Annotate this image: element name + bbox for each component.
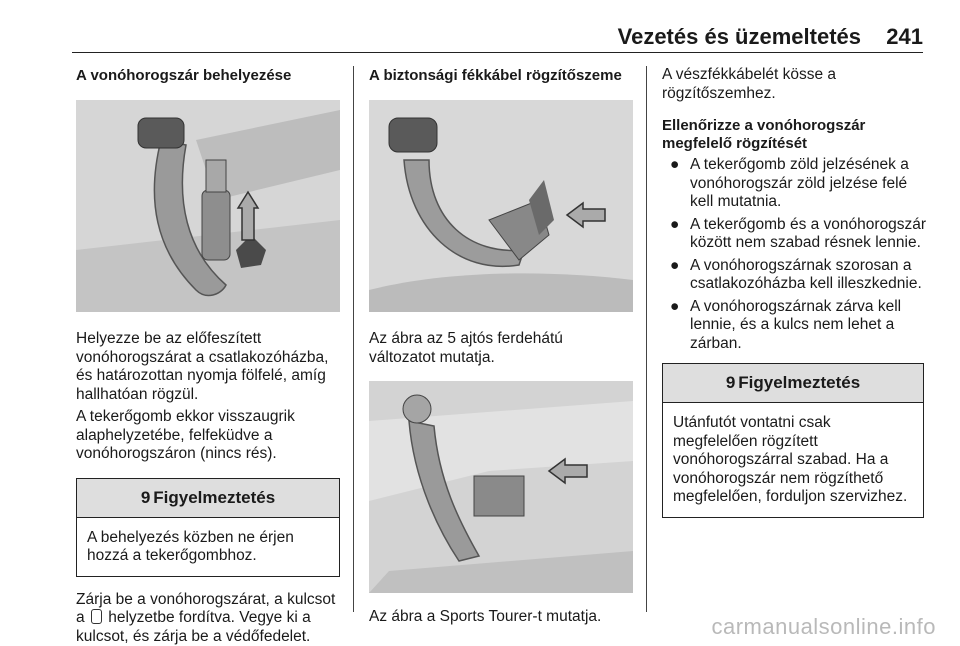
list-item: ● A vonóhorogszárnak zárva kell lennie, és a kulcs nem lehet a zárban. bbox=[662, 298, 928, 354]
section-heading: Ellenőrizze a vonóhorogszár megfelelő rögzítését bbox=[662, 117, 928, 153]
figure-caption: Az ábra az 5 ajtós ferdehátú változatot mutatja. bbox=[369, 330, 633, 367]
column-3 bbox=[662, 62, 928, 518]
section-heading: A vonóhorogszár behelyezése bbox=[76, 67, 340, 85]
lock-position-icon bbox=[91, 609, 102, 624]
warning-text: Utánfutót vontatni csak megfelelően rögzített vonóhorogszárral szabad. Ha a vonóhorogszár nem rögzíthető megfelelően, forduljon szervizhez. bbox=[663, 403, 923, 517]
column-divider bbox=[646, 66, 647, 612]
lock-instruction: Zárja be a vonóhorogszárat, a kulcsot a helyzetbe fordítva. Vegye ki a kulcsot, és zárja be a védőfedelet. bbox=[76, 591, 340, 646]
cable-eye-sports-tourer-illustration bbox=[369, 381, 633, 593]
insert-instruction: Helyezze be az előfeszített vonóhorogszárat a csatlakozóházba, és határozottan nyomja fölfelé, amíg hallhatóan rögzül. bbox=[76, 330, 340, 404]
section-heading: A biztonsági fékkábel rögzítőszeme bbox=[369, 67, 633, 85]
list-item: ● A tekerőgomb zöld jelzésének a vonóhorogszár zöld jelzése felé kell mutatnia. bbox=[662, 156, 928, 212]
figure-caption: Az ábra a Sports Tourer-t mutatja. bbox=[369, 608, 633, 627]
cable-eye-hatchback-illustration bbox=[369, 100, 633, 312]
warning-title: Figyelmeztetés bbox=[153, 488, 275, 508]
warning-icon: 9 bbox=[141, 488, 150, 508]
column-1 bbox=[76, 62, 340, 646]
warning-box bbox=[662, 363, 924, 518]
column-2 bbox=[369, 62, 633, 627]
warning-text: A behelyezés közben ne érjen hozzá a tekerőgombhoz. bbox=[77, 518, 339, 576]
column-divider bbox=[353, 66, 354, 612]
warning-icon: 9 bbox=[726, 373, 735, 393]
cable-instruction: A vészfékkábelét kösse a rögzítőszemhez. bbox=[662, 66, 928, 103]
page-header bbox=[72, 18, 923, 53]
check-list bbox=[662, 156, 928, 353]
knob-instruction: A tekerőgomb ekkor visszaugrik alaphelyzetébe, felfeküdve a vonóhorogszáron (nincs rés). bbox=[76, 408, 340, 464]
warning-header bbox=[77, 479, 339, 518]
watermark: carmanualsonline.info bbox=[711, 614, 936, 640]
list-item: ● A tekerőgomb és a vonóhorogszár között nem szabad résnek lennie. bbox=[662, 216, 928, 253]
page-number: 241 bbox=[886, 24, 923, 50]
page-title: Vezetés és üzemeltetés bbox=[618, 24, 861, 50]
towbar-insert-illustration bbox=[76, 100, 340, 312]
warning-box bbox=[76, 478, 340, 577]
list-item: ● A vonóhorogszárnak szorosan a csatlakozóházba kell illeszkednie. bbox=[662, 257, 928, 294]
warning-header bbox=[663, 364, 923, 403]
warning-title: Figyelmeztetés bbox=[738, 373, 860, 393]
